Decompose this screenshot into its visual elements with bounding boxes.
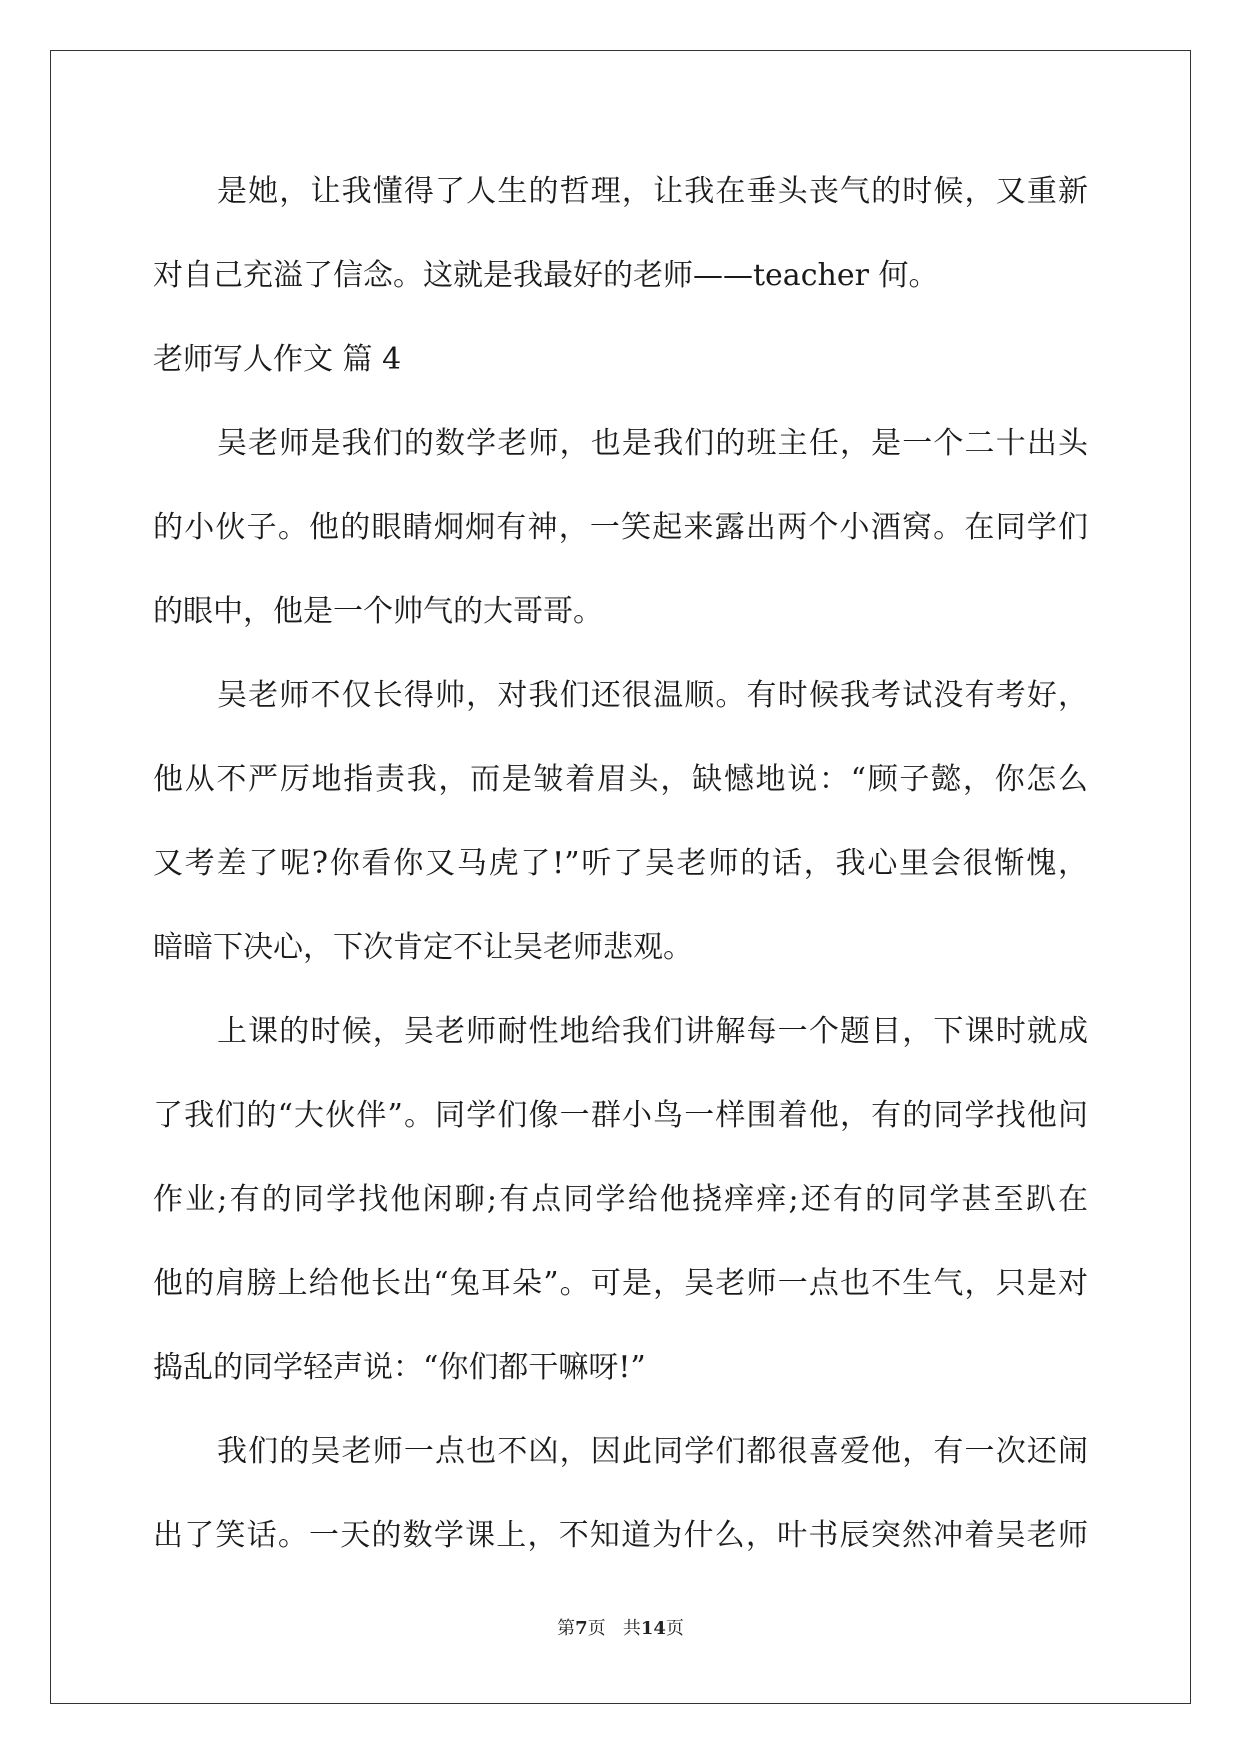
text-line-16: 我们的吴老师一点也不凶，因此同学们都很喜爱他，有一次还闹	[217, 1434, 1088, 1469]
text-line-13: 作业;有的同学找他闲聊;有点同学给他挠痒痒;还有的同学甚至趴在	[153, 1182, 1088, 1217]
document-body	[153, 160, 1088, 1588]
text-line-2: 对自己充溢了信念。这就是我最好的老师——teacher 何。	[153, 258, 939, 293]
text-line-12: 了我们的“大伙伴”。同学们像一群小鸟一样围着他，有的同学找他问	[153, 1098, 1088, 1133]
footer-prefix: 第	[557, 1618, 576, 1639]
text-line-7: 吴老师不仅长得帅，对我们还很温顺。有时候我考试没有考好，	[217, 678, 1088, 713]
text-line-14: 他的肩膀上给他长出“兔耳朵”。可是，吴老师一点也不生气，只是对	[153, 1266, 1088, 1301]
text-line-5: 的小伙子。他的眼睛炯炯有神，一笑起来露出两个小酒窝。在同学们	[153, 510, 1088, 545]
text-line-15: 捣乱的同学轻声说：“你们都干嘛呀!”	[153, 1350, 646, 1385]
page-footer	[0, 1614, 1241, 1640]
text-line-10: 暗暗下决心，下次肯定不让吴老师悲观。	[153, 930, 693, 965]
text-line-6: 的眼中，他是一个帅气的大哥哥。	[153, 594, 603, 629]
text-line-11: 上课的时候，吴老师耐性地给我们讲解每一个题目，下课时就成	[217, 1014, 1088, 1049]
footer-page-number: 7	[575, 1618, 588, 1639]
footer-total-unit: 页	[665, 1618, 684, 1639]
text-line-17: 出了笑话。一天的数学课上，不知道为什么，叶书辰突然冲着吴老师	[153, 1518, 1088, 1553]
footer-page-unit: 页	[587, 1618, 606, 1639]
text-line-1: 是她，让我懂得了人生的哲理，让我在垂头丧气的时候，又重新	[217, 174, 1088, 209]
text-line-9: 又考差了呢?你看你又马虎了!”听了吴老师的话，我心里会很惭愧，	[153, 846, 1088, 881]
text-line-8: 他从不严厉地指责我，而是皱着眉头，缺憾地说：“顾子懿，你怎么	[153, 762, 1088, 797]
footer-total-pages: 14	[640, 1618, 666, 1639]
footer-total-prefix: 共	[622, 1618, 641, 1639]
text-line-4: 吴老师是我们的数学老师，也是我们的班主任，是一个二十出头	[217, 426, 1088, 461]
section-heading: 老师写人作文 篇 4	[153, 342, 402, 377]
